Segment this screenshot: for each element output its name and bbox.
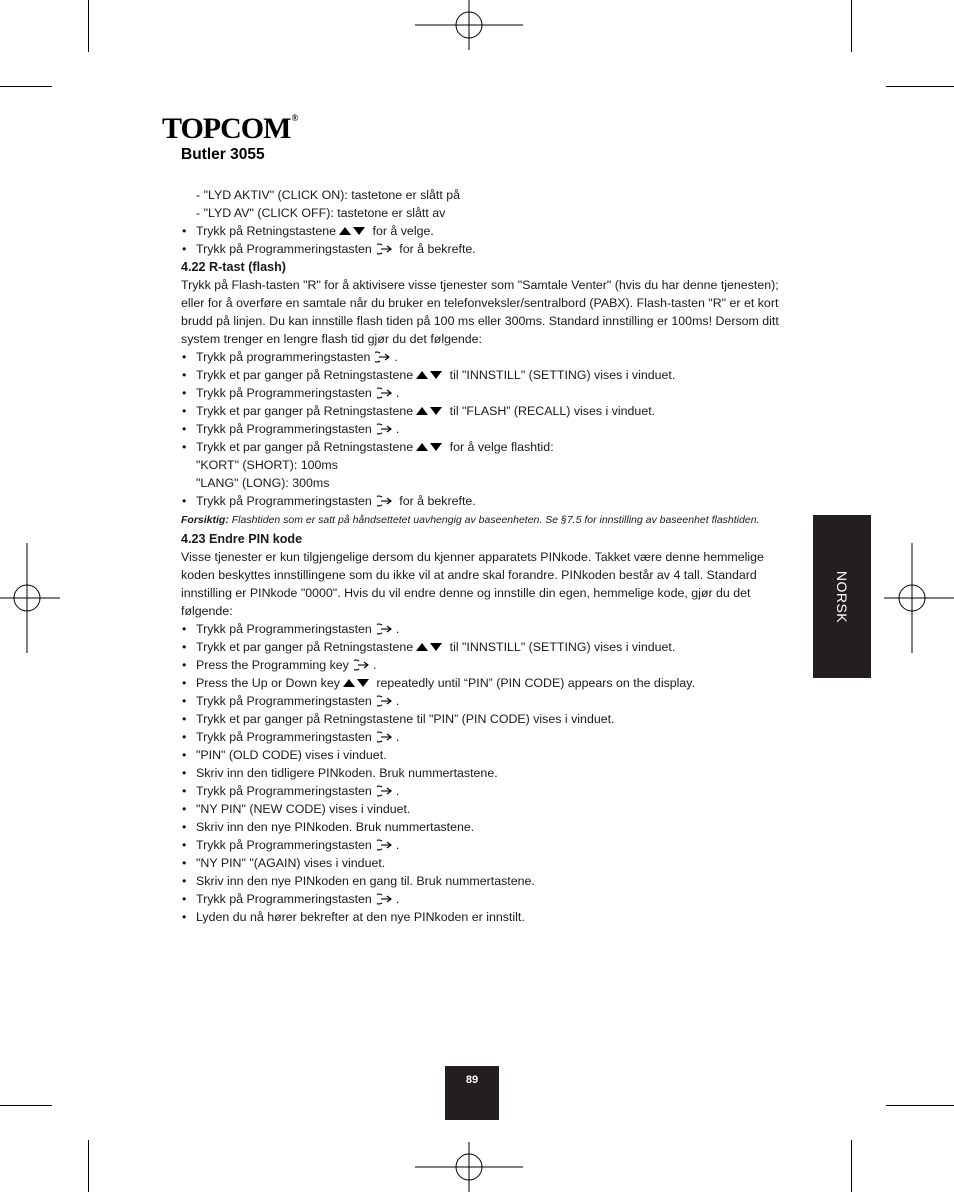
caution-text: Flashtiden som er satt på håndsettetet uavhengig av baseenheten. Se §7.5 for innstilling av baseenhet flashtiden. (231, 514, 760, 526)
programming-key-icon (377, 423, 393, 435)
up-down-arrow-keys-icon (342, 678, 370, 688)
up-down-arrow-keys-icon (338, 226, 366, 236)
registration-mark-icon (415, 0, 523, 52)
programming-key-icon (377, 731, 393, 743)
list-item: • Press the Programming key . (181, 656, 781, 674)
model-title: Butler 3055 (181, 146, 265, 163)
list-item: • Trykk på Programmeringstasten . (181, 384, 781, 402)
crop-mark (851, 0, 852, 52)
list-item: • Trykk på programmeringstasten . (181, 348, 781, 366)
flash-option: "LANG" (LONG): 300ms (196, 476, 330, 490)
list-item: • "PIN" (OLD CODE) vises i vinduet. (181, 746, 781, 764)
sub-item: - "LYD AKTIV" (CLICK ON): tastetone er slått på (196, 188, 461, 202)
up-down-arrow-keys-icon (415, 642, 443, 652)
flash-option: "KORT" (SHORT): 100ms (196, 458, 338, 472)
language-tab-label: NORSK (834, 570, 850, 623)
topcom-logo (162, 114, 297, 144)
list-item: • Trykk på Programmeringstasten . (181, 728, 781, 746)
programming-key-icon (377, 387, 393, 399)
programming-key-icon (377, 495, 393, 507)
list-item: • Trykk på Programmeringstasten for å bekrefte. (181, 240, 781, 258)
list-item: • Skriv inn den nye PINkoden. Bruk nummertastene. (181, 818, 781, 836)
crop-mark (88, 0, 89, 52)
list-item: • Trykk et par ganger på Retningstastene til "FLASH” (RECALL) vises i vinduet. (181, 402, 781, 420)
list-item: • Trykk på Programmeringstasten . (181, 620, 781, 638)
programming-key-icon (377, 785, 393, 797)
list-item: • Trykk på Retningstastene for å velge. (181, 222, 781, 240)
list-item: • Trykk et par ganger på Retningstastene for å velge flashtid: "KORT" (SHORT): 100ms "LANG" (LONG): 300ms (181, 438, 781, 492)
paragraph: Trykk på Flash-tasten "R" for å aktivisere visse tjenester som "Samtale Venter" (hvis du har denne tjenesten); eller for å overføre en samtale når du bruker en telefonveksler/sentralbord (PABX). Flash-tasten "R" er et kort brudd på linjen. Du kan innstille flash tiden på 100 ms eller 300ms. Standard innstilling er 100ms! Dersom ditt system trenger en lengre flash tid gjør du det følgende: (181, 278, 779, 346)
programming-key-icon (354, 659, 370, 671)
section-heading: 4.23 Endre PIN kode (181, 532, 303, 546)
programming-key-icon (377, 623, 393, 635)
sub-item: - "LYD AV" (CLICK OFF): tastetone er slått av (196, 206, 446, 220)
crop-mark (88, 1140, 89, 1192)
programming-key-icon (377, 243, 393, 255)
registered-mark: ® (291, 113, 298, 123)
programming-key-icon (377, 839, 393, 851)
registration-mark-icon (415, 1140, 523, 1192)
crop-mark (886, 1105, 954, 1106)
crop-mark (886, 86, 954, 87)
list-item: • Skriv inn den nye PINkoden en gang til. Bruk nummertastene. (181, 872, 781, 890)
list-item: • Trykk et par ganger på Retningstastene til "INNSTILL" (SETTING) vises i vinduet. (181, 366, 781, 384)
list-item: • "NY PIN" (NEW CODE) vises i vinduet. (181, 800, 781, 818)
up-down-arrow-keys-icon (415, 442, 443, 452)
registration-mark-icon (0, 543, 60, 653)
list-item: • Skriv inn den tidligere PINkoden. Bruk nummertastene. (181, 764, 781, 782)
up-down-arrow-keys-icon (415, 370, 443, 380)
list-item: • Trykk på Programmeringstasten . (181, 782, 781, 800)
list-item: • Trykk på Programmeringstasten for å bekrefte. (181, 492, 781, 510)
list-item: • "NY PIN" "(AGAIN) vises i vinduet. (181, 854, 781, 872)
list-item: • Trykk på Programmeringstasten . (181, 890, 781, 908)
registration-mark-icon (884, 543, 954, 653)
list-item: • Trykk på Programmeringstasten . (181, 692, 781, 710)
caution-note (181, 510, 781, 530)
page-number: 89 (445, 1066, 499, 1120)
crop-mark (851, 1140, 852, 1192)
list-item: • Lyden du nå hører bekrefter at den nye PINkoden er innstilt. (181, 908, 781, 926)
crop-mark (0, 1105, 52, 1106)
list-item: • Trykk et par ganger på Retningstastene til "INNSTILL" (SETTING) vises i vinduet. (181, 638, 781, 656)
list-item: • Press the Up or Down key repeatedly until “PIN” (PIN CODE) appears on the display. (181, 674, 781, 692)
manual-content (181, 186, 781, 926)
up-down-arrow-keys-icon (415, 406, 443, 416)
section-heading: 4.22 R-tast (flash) (181, 260, 286, 274)
caution-label: Forsiktig: (181, 514, 229, 526)
list-item: • Trykk på Programmeringstasten . (181, 836, 781, 854)
programming-key-icon (375, 351, 391, 363)
brand-name: TOPCOM (162, 112, 291, 145)
list-item: • Trykk på Programmeringstasten . (181, 420, 781, 438)
language-tab (813, 515, 871, 678)
list-item: • Trykk et par ganger på Retningstastene til "PIN” (PIN CODE) vises i vinduet. (181, 710, 781, 728)
programming-key-icon (377, 893, 393, 905)
paragraph: Visse tjenester er kun tilgjengelige dersom du kjenner apparatets PINkode. Takket være denne hemmelige koden beskyttes innstillingene som du ikke vil at andre skal forandre. PINkoden består av 4 tall. Standard innstilling er PINkode "0000". Hvis du vil endre denne og innstille din egen, hemmelige kode, gjør du det følgende: (181, 550, 764, 618)
crop-mark (0, 86, 52, 87)
programming-key-icon (377, 695, 393, 707)
